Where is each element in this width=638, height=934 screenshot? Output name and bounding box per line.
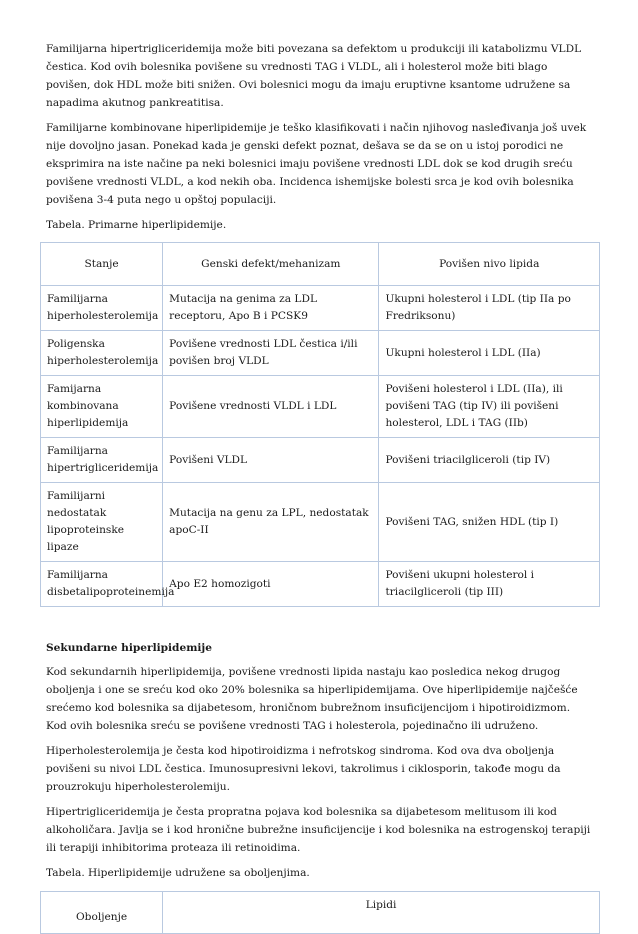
cell-lipids: Povišeni TAG, snižen HDL (tip I) [379,483,600,562]
table-row [41,286,600,331]
cell-lipids: Povišeni ukupni holesterol i triacilgliceroli (tip III) [379,562,600,607]
cell-mechanism: Povišene vrednosti LDL čestica i/ili povišen broj VLDL [163,331,379,376]
paragraph-familial-hypertriglyceridemia: Familijarna hipertrigliceridemija može biti povezana sa defektom u produkciji ili katabolizmu VLDL čestica. Kod ovih bolesnika povišene su vrednosti TAG i VLDL, ali i holesterol može biti blago povišen, dok HDL može biti snižen. Ovi bolesnici mogu da imaju eruptivne ksantome udružene sa napadima akutnog pankreatitisa. [46,43,582,109]
table-header-row [41,892,600,934]
table-header-row [41,243,600,286]
paragraph-secondary-intro: Kod sekundarnih hiperlipidemija, povišene vrednosti lipida nastaju kao posledica nekog drugog oboljenja i one se sreću kod oko 20% bolesnika sa hiperlipidemijama. Ove hiperlipidemije najčešće srećemo kod bolesnika sa dijabetesom, hroničnom bubrežnom insuficijencijom i hipotiroidizmom. Kod ovih bolesnika sreću se povišene vrednosti TAG i holesterola, pojedinačno ili udruženo. [46,666,578,732]
cell-mechanism: Povišeni VLDL [163,438,379,483]
cell-lipids: Ukupni holesterol i LDL (IIa) [379,331,600,376]
header-gene-defect: Genski defekt/mehanizam [163,243,379,286]
primary-hyperlipidemia-table [40,242,600,607]
cell-condition: Familijarna hiperholesterolemija [41,286,163,331]
table-row [41,483,600,562]
cell-condition: Famijarna kombinovana hiperlipidemija [41,376,163,438]
disease-hyperlipidemia-table [40,891,600,934]
header-disease: Oboljenje [41,892,163,934]
cell-mechanism: Mutacija na genima za LDL receptoru, Apo B i PCSK9 [163,286,379,331]
cell-mechanism: Povišene vrednosti VLDL i LDL [163,376,379,438]
table2-caption: Tabela. Hiperlipidemije udružene sa oboljenjima. [46,867,310,879]
paragraph-familial-combined: Familijarne kombinovane hiperlipidemije je teško klasifikovati i način njihovog nasleđivanja još uvek nije dovoljno jasan. Ponekad kada je genski defekt poznat, dešava se da se on u istoj porodici ne eksprimira na iste načine pa neki bolesnici imaju povišene vrednosti LDL dok se kod drugih sreću povišene vrednosti VLDL, a kod nekih oba. Incidenca ishemijske bolesti srca je kod ovih bolesnika povišena 3-4 puta nego u opštoj populaciji. [46,122,587,206]
table1-caption: Tabela. Primarne hiperlipidemije. [46,219,227,231]
cell-lipids: Povišeni holesterol i LDL (IIa), ili povišeni TAG (tip IV) ili povišeni holesterol, LDL i TAG (IIb) [379,376,600,438]
cell-lipids: Ukupni holesterol i LDL (tip IIa po Fredriksonu) [379,286,600,331]
table-row [41,331,600,376]
header-lipids: Lipidi [163,892,600,934]
header-condition: Stanje [41,243,163,286]
table-row [41,376,600,438]
cell-mechanism: Apo E2 homozigoti [163,562,379,607]
paragraph-hypertriglyceridemia: Hipertrigliceridemija je česta propratna pojava kod bolesnika sa dijabetesom melitusom ili kod alkoholičara. Javlja se i kod hronične bubrežne insuficijencije i kod bolesnika na estrogenskoj terapiji ili terapiji inhibitorima proteaza ili retinoidima. [46,806,591,854]
table-row [41,562,600,607]
cell-lipids: Povišeni triacilgliceroli (tip IV) [379,438,600,483]
table-row [41,438,600,483]
cell-mechanism: Mutacija na genu za LPL, nedostatak apoC-II [163,483,379,562]
cell-condition: Poligenska hiperholesterolemija [41,331,163,376]
section-heading-secondary: Sekundarne hiperlipidemije [46,642,213,654]
cell-condition: Familijarna hipertrigliceridemija [41,438,163,483]
cell-condition: Familijarna disbetalipoproteinemija [41,562,163,607]
paragraph-hypercholesterolemia: Hiperholesterolemija je česta kod hipotiroidizma i nefrotskog sindroma. Kod ova dva oboljenja povišeni su nivoi LDL čestica. Imunosupresivni lekovi, takrolimus i ciklosporin, takođe mogu da prouzrokuju hiperholesterolemiju. [46,745,561,793]
header-lipid-level: Povišen nivo lipida [379,243,600,286]
cell-condition: Familijarni nedostatak lipoproteinske lipaze [41,483,163,562]
